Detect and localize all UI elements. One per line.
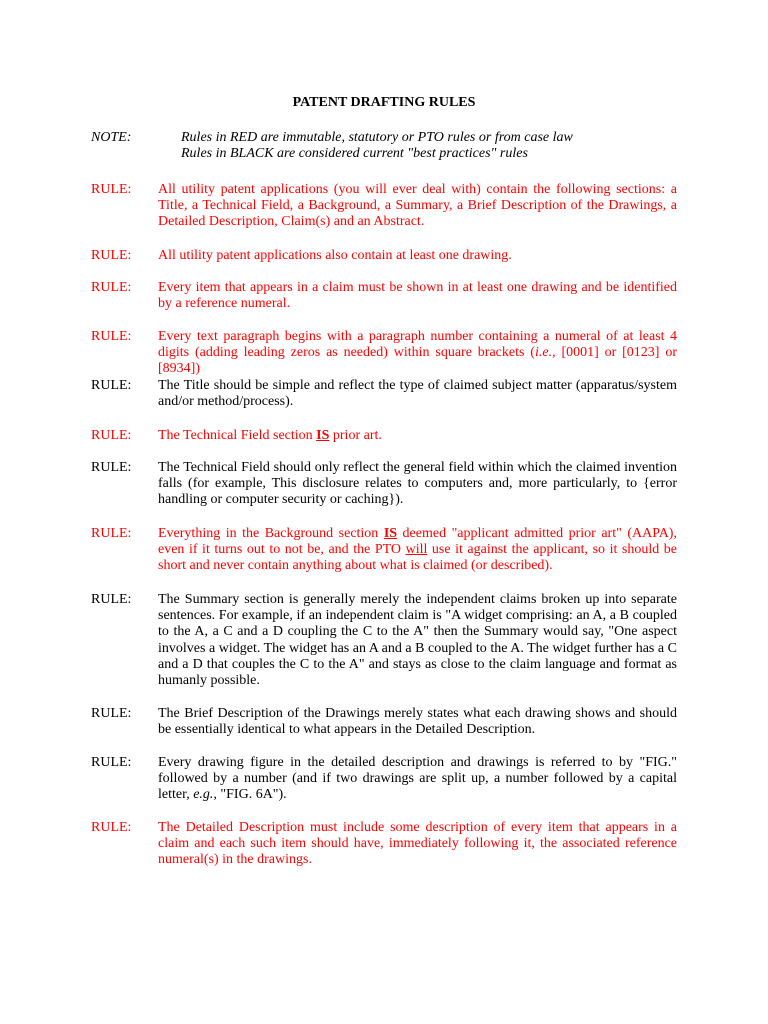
- rule-text: [158, 755, 677, 804]
- rule-text-part: , "FIG. 6A").: [213, 787, 287, 803]
- rule-text: The Summary section is generally merely the independent claims broken up into separate sentences. For example, if an independent claim is "A widget comprising: an A, a B coupled to the A, a C and a D coupling the C to the A" then the Summary would say, "One aspect involves a widget. The widget has an A and a B coupled to the A. The widget further has a C and a D that couples the C to the A" and stays as close to the claim language and format as humanly possible.: [158, 592, 677, 689]
- rule-label: RULE:: [91, 182, 132, 197]
- rule-label: RULE:: [91, 706, 132, 721]
- rule-text: All utility patent applications (you will ever deal with) contain the following sections: a Title, a Technical Field, a Background, a Summary, a Brief Description of the Drawings, a Detailed Description, Claim(s) and an Abstract.: [158, 182, 677, 230]
- rule-text: [158, 329, 677, 378]
- rule-label: RULE:: [91, 248, 132, 263]
- rule-text-part: Every drawing figure in the detailed description and drawings is referred to by "FIG." followed by a number (and if two drawings are split up, a number followed by a capital letter,: [158, 755, 677, 803]
- note-lines: [181, 130, 681, 162]
- rule-label: RULE:: [91, 820, 132, 835]
- rule-label: RULE:: [91, 755, 132, 770]
- rule-label: RULE:: [91, 526, 132, 541]
- page-title: PATENT DRAFTING RULES: [292, 95, 476, 110]
- rule-text-part: , [0001] or [0123] or [8934]): [158, 345, 677, 377]
- rule-label: RULE:: [91, 280, 132, 295]
- rule-label: RULE:: [91, 329, 132, 344]
- rule-text-part: prior art.: [329, 428, 382, 443]
- note-line-red: Rules in RED are immutable, statutory or PTO rules or from case law: [181, 130, 573, 145]
- rule-text: [158, 428, 677, 444]
- rule-text: The Detailed Description must include some description of every item that appears in a claim and each such item should have, immediately following it, the associated reference numeral(s) in the drawings.: [158, 820, 677, 868]
- rule-text-strong: IS: [383, 526, 398, 541]
- note-line-black: Rules in BLACK are considered current "best practices" rules: [181, 146, 528, 162]
- rule-text-part: Every text paragraph begins with a paragraph number containing a numeral of at least 4 digits (adding leading zeros as needed) within square brackets (: [158, 329, 677, 361]
- rule-text: The Title should be simple and reflect the type of claimed subject matter (apparatus/system and/or method/process).: [158, 378, 677, 410]
- rule-text: Every item that appears in a claim must be shown in at least one drawing and be identified by a reference numeral.: [158, 280, 677, 312]
- note-label: NOTE:: [91, 130, 132, 145]
- rule-text-emphasis: e.g.: [193, 787, 214, 803]
- rule-text: All utility patent applications also contain at least one drawing.: [158, 248, 512, 263]
- rule-text-part: Everything in the Background section: [158, 526, 384, 541]
- rule-text-underline: will: [405, 542, 428, 558]
- rule-text: The Brief Description of the Drawings merely states what each drawing shows and should be essentially identical to what appears in the Detailed Description.: [158, 706, 677, 738]
- rule-label: RULE:: [91, 460, 132, 475]
- rule-text-part: use it against the applicant, so it should be short and never contain anything about what is claimed (or described).: [158, 542, 677, 574]
- rule-label: RULE:: [91, 592, 132, 607]
- rule-text-strong: IS: [316, 428, 330, 443]
- rule-label: RULE:: [91, 428, 132, 443]
- rule-text-part: The Technical Field section: [158, 428, 317, 443]
- rule-text: The Technical Field should only reflect the general field within which the claimed invention falls (for example, This disclosure relates to computers and, more particularly, to {error handling or computer security or caching}).: [158, 460, 677, 508]
- rule-text: [158, 526, 677, 575]
- rule-text-emphasis: i.e.: [534, 345, 553, 361]
- rule-text-part: deemed "applicant admitted prior art" (AAPA), even if it turns out to not be, and the PTO: [158, 526, 677, 558]
- rule-label: RULE:: [91, 378, 132, 393]
